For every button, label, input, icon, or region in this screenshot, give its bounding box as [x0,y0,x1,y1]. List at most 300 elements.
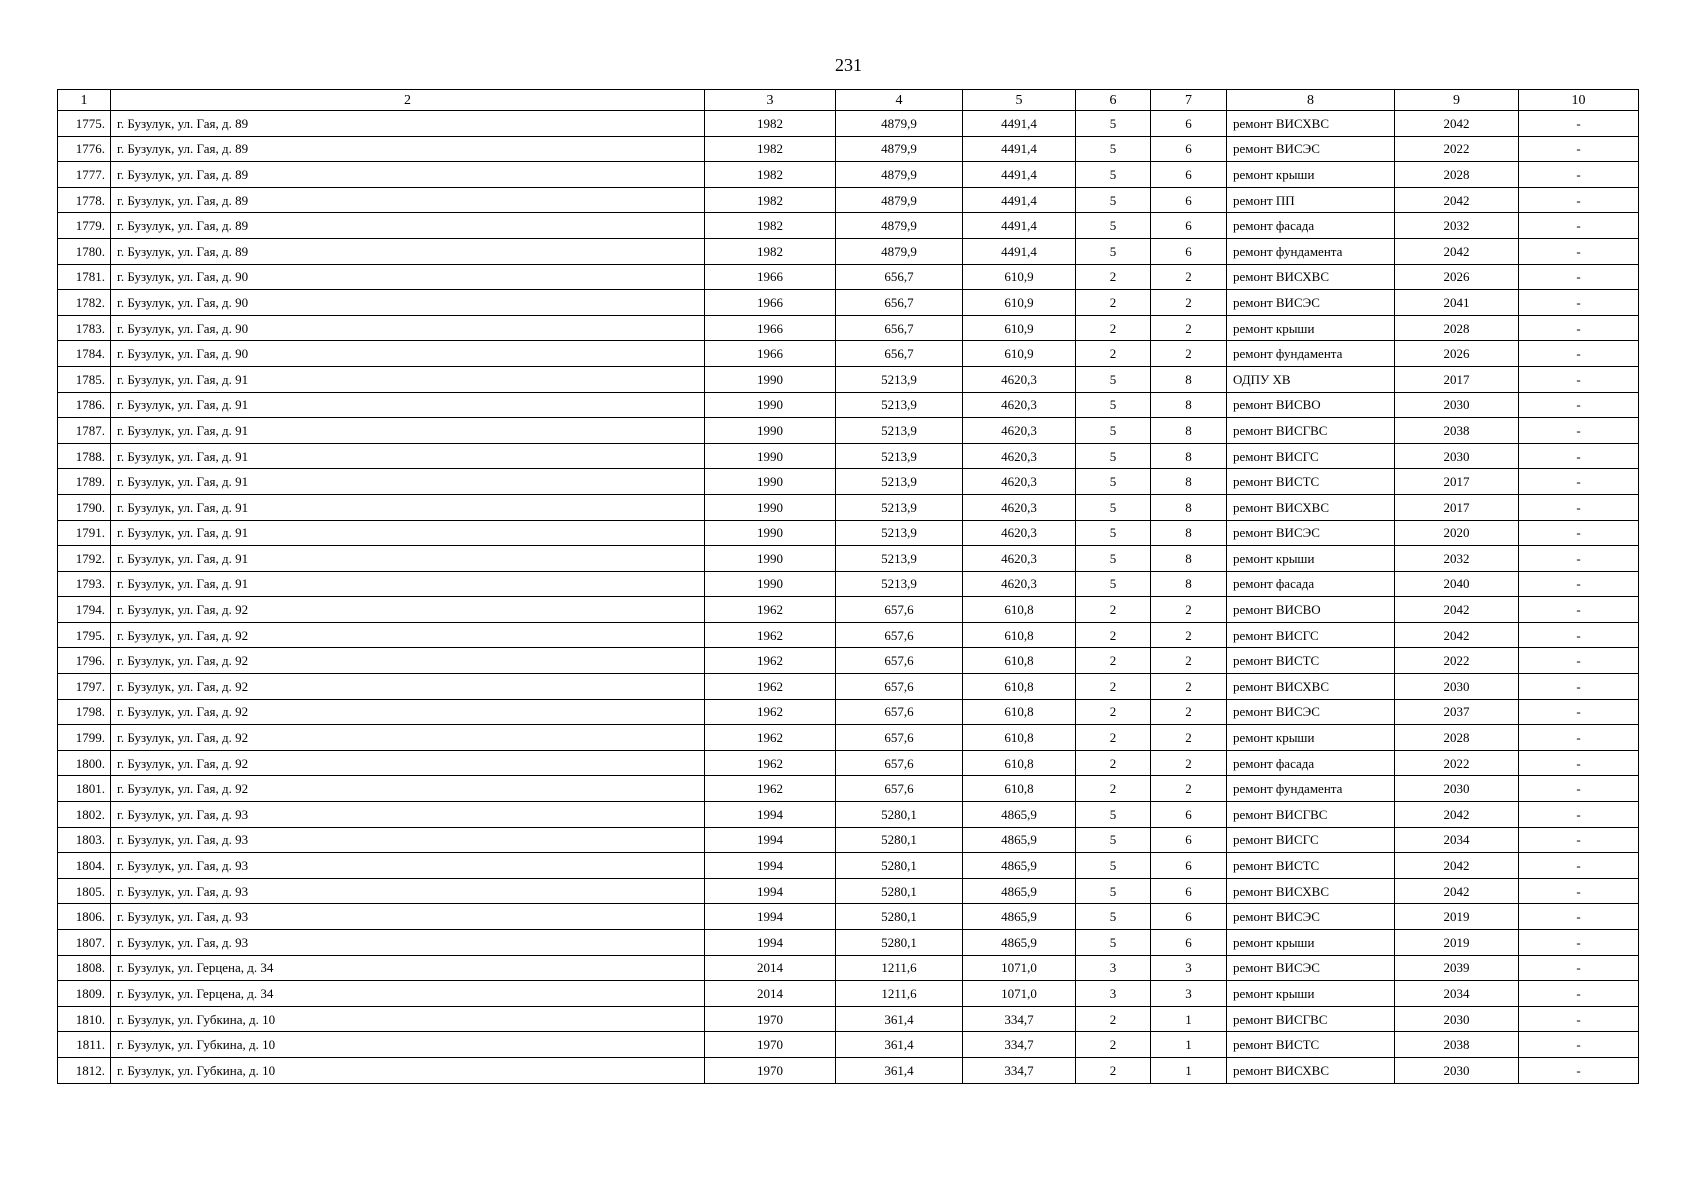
cell-year-built: 1962 [705,699,836,725]
cell-address: г. Бузулук, ул. Гая, д. 93 [111,827,705,853]
cell-living-area: 4620,3 [963,418,1076,444]
cell-note: - [1519,648,1639,674]
cell-note: - [1519,213,1639,239]
cell-planned-year: 2042 [1395,878,1519,904]
cell-floors: 5 [1076,546,1151,572]
cell-floors: 5 [1076,162,1151,188]
cell-total-area: 4879,9 [836,111,963,137]
table-row [58,1057,1639,1083]
cell-entrances: 6 [1151,238,1227,264]
cell-address: г. Бузулук, ул. Гая, д. 91 [111,366,705,392]
cell-planned-year: 2040 [1395,571,1519,597]
column-header-year-built: 3 [705,90,836,111]
cell-note: - [1519,443,1639,469]
cell-floors: 2 [1076,264,1151,290]
cell-work-type: ремонт фасада [1227,571,1395,597]
table-row [58,315,1639,341]
cell-note: - [1519,981,1639,1007]
cell-entrances: 6 [1151,187,1227,213]
cell-address: г. Бузулук, ул. Гая, д. 91 [111,520,705,546]
cell-note: - [1519,290,1639,316]
cell-year-built: 1990 [705,443,836,469]
table-row [58,648,1639,674]
cell-year-built: 1994 [705,802,836,828]
cell-address: г. Бузулук, ул. Гая, д. 89 [111,136,705,162]
cell-row-number: 1777. [58,162,111,188]
cell-floors: 3 [1076,955,1151,981]
cell-note: - [1519,802,1639,828]
cell-note: - [1519,392,1639,418]
cell-work-type: ремонт ВИСХВС [1227,1057,1395,1083]
cell-year-built: 1966 [705,341,836,367]
cell-row-number: 1809. [58,981,111,1007]
table-row [58,904,1639,930]
cell-planned-year: 2034 [1395,981,1519,1007]
cell-year-built: 1966 [705,264,836,290]
cell-entrances: 6 [1151,930,1227,956]
cell-planned-year: 2042 [1395,853,1519,879]
table-row [58,341,1639,367]
cell-total-area: 4879,9 [836,187,963,213]
table-row [58,136,1639,162]
cell-row-number: 1807. [58,930,111,956]
cell-work-type: ремонт крыши [1227,315,1395,341]
cell-total-area: 657,6 [836,648,963,674]
cell-total-area: 5213,9 [836,546,963,572]
cell-total-area: 4879,9 [836,238,963,264]
cell-address: г. Бузулук, ул. Герцена, д. 34 [111,955,705,981]
cell-total-area: 657,6 [836,622,963,648]
cell-note: - [1519,366,1639,392]
cell-year-built: 1982 [705,238,836,264]
cell-work-type: ремонт фундамента [1227,341,1395,367]
cell-year-built: 2014 [705,981,836,1007]
column-header-entrances: 7 [1151,90,1227,111]
housing-repair-table [57,89,1639,1084]
cell-living-area: 4865,9 [963,878,1076,904]
cell-note: - [1519,827,1639,853]
cell-total-area: 5213,9 [836,520,963,546]
cell-total-area: 5280,1 [836,878,963,904]
cell-planned-year: 2026 [1395,341,1519,367]
cell-floors: 5 [1076,802,1151,828]
cell-work-type: ремонт фасада [1227,750,1395,776]
cell-work-type: ремонт ВИСЭС [1227,520,1395,546]
cell-work-type: ремонт крыши [1227,981,1395,1007]
cell-work-type: ремонт ВИСЭС [1227,290,1395,316]
table-row [58,776,1639,802]
cell-living-area: 4491,4 [963,238,1076,264]
cell-note: - [1519,546,1639,572]
cell-address: г. Бузулук, ул. Гая, д. 93 [111,853,705,879]
cell-address: г. Бузулук, ул. Гая, д. 92 [111,674,705,700]
cell-work-type: ремонт фундамента [1227,776,1395,802]
cell-entrances: 6 [1151,162,1227,188]
cell-note: - [1519,1032,1639,1058]
cell-living-area: 4865,9 [963,827,1076,853]
column-header-address: 2 [111,90,705,111]
column-header-work-type: 8 [1227,90,1395,111]
cell-floors: 2 [1076,341,1151,367]
cell-planned-year: 2022 [1395,136,1519,162]
cell-living-area: 4620,3 [963,443,1076,469]
cell-note: - [1519,853,1639,879]
cell-total-area: 656,7 [836,341,963,367]
cell-total-area: 657,6 [836,776,963,802]
cell-note: - [1519,238,1639,264]
cell-address: г. Бузулук, ул. Гая, д. 92 [111,725,705,751]
cell-address: г. Бузулук, ул. Гая, д. 93 [111,878,705,904]
cell-floors: 2 [1076,674,1151,700]
cell-work-type: ремонт ВИСХВС [1227,494,1395,520]
cell-work-type: ремонт крыши [1227,930,1395,956]
cell-year-built: 1982 [705,162,836,188]
cell-work-type: ремонт ВИСЭС [1227,136,1395,162]
cell-address: г. Бузулук, ул. Губкина, д. 10 [111,1057,705,1083]
cell-note: - [1519,878,1639,904]
cell-total-area: 5280,1 [836,930,963,956]
cell-note: - [1519,418,1639,444]
cell-entrances: 8 [1151,366,1227,392]
cell-year-built: 1982 [705,111,836,137]
cell-row-number: 1795. [58,622,111,648]
cell-address: г. Бузулук, ул. Гая, д. 91 [111,443,705,469]
cell-year-built: 1990 [705,469,836,495]
cell-planned-year: 2037 [1395,699,1519,725]
cell-planned-year: 2019 [1395,904,1519,930]
cell-entrances: 2 [1151,622,1227,648]
table-row [58,418,1639,444]
cell-address: г. Бузулук, ул. Гая, д. 93 [111,904,705,930]
cell-row-number: 1785. [58,366,111,392]
cell-total-area: 4879,9 [836,213,963,239]
table-row [58,750,1639,776]
cell-work-type: ремонт ВИСТС [1227,853,1395,879]
cell-entrances: 1 [1151,1032,1227,1058]
cell-living-area: 610,9 [963,264,1076,290]
table-row [58,264,1639,290]
cell-row-number: 1788. [58,443,111,469]
cell-work-type: ремонт ПП [1227,187,1395,213]
cell-total-area: 1211,6 [836,955,963,981]
cell-year-built: 1990 [705,418,836,444]
cell-floors: 2 [1076,750,1151,776]
cell-entrances: 6 [1151,213,1227,239]
cell-row-number: 1812. [58,1057,111,1083]
cell-year-built: 1990 [705,520,836,546]
cell-address: г. Бузулук, ул. Гая, д. 91 [111,494,705,520]
cell-entrances: 6 [1151,802,1227,828]
cell-floors: 5 [1076,238,1151,264]
cell-entrances: 8 [1151,469,1227,495]
cell-row-number: 1797. [58,674,111,700]
cell-floors: 5 [1076,392,1151,418]
cell-floors: 2 [1076,1057,1151,1083]
cell-floors: 2 [1076,1032,1151,1058]
page-number: 231 [835,55,862,75]
cell-year-built: 1990 [705,392,836,418]
cell-note: - [1519,1006,1639,1032]
cell-planned-year: 2022 [1395,750,1519,776]
cell-living-area: 4620,3 [963,571,1076,597]
table-row [58,1032,1639,1058]
cell-planned-year: 2017 [1395,469,1519,495]
cell-row-number: 1786. [58,392,111,418]
cell-row-number: 1796. [58,648,111,674]
table-row [58,955,1639,981]
cell-year-built: 1994 [705,930,836,956]
column-header-planned-year: 9 [1395,90,1519,111]
cell-row-number: 1793. [58,571,111,597]
cell-row-number: 1784. [58,341,111,367]
cell-planned-year: 2019 [1395,930,1519,956]
cell-work-type: ремонт ВИСГС [1227,827,1395,853]
cell-row-number: 1811. [58,1032,111,1058]
cell-total-area: 5280,1 [836,802,963,828]
cell-year-built: 1966 [705,290,836,316]
table-row [58,571,1639,597]
cell-floors: 2 [1076,290,1151,316]
cell-entrances: 2 [1151,315,1227,341]
cell-floors: 5 [1076,827,1151,853]
table-row [58,392,1639,418]
cell-address: г. Бузулук, ул. Гая, д. 92 [111,776,705,802]
cell-living-area: 610,8 [963,622,1076,648]
cell-year-built: 1994 [705,878,836,904]
cell-entrances: 2 [1151,725,1227,751]
cell-living-area: 610,8 [963,648,1076,674]
cell-row-number: 1791. [58,520,111,546]
cell-total-area: 657,6 [836,750,963,776]
cell-planned-year: 2022 [1395,648,1519,674]
cell-living-area: 334,7 [963,1057,1076,1083]
cell-floors: 2 [1076,622,1151,648]
cell-living-area: 610,9 [963,290,1076,316]
cell-note: - [1519,469,1639,495]
cell-note: - [1519,674,1639,700]
cell-total-area: 657,6 [836,597,963,623]
column-number-header-row [58,90,1639,111]
cell-floors: 2 [1076,1006,1151,1032]
cell-entrances: 2 [1151,597,1227,623]
cell-row-number: 1792. [58,546,111,572]
cell-living-area: 334,7 [963,1032,1076,1058]
cell-note: - [1519,776,1639,802]
cell-address: г. Бузулук, ул. Гая, д. 90 [111,315,705,341]
cell-planned-year: 2038 [1395,1032,1519,1058]
cell-entrances: 2 [1151,699,1227,725]
cell-year-built: 1982 [705,187,836,213]
cell-year-built: 1962 [705,750,836,776]
cell-planned-year: 2042 [1395,622,1519,648]
cell-note: - [1519,622,1639,648]
cell-living-area: 610,8 [963,597,1076,623]
cell-row-number: 1805. [58,878,111,904]
cell-year-built: 1970 [705,1057,836,1083]
cell-floors: 5 [1076,571,1151,597]
cell-work-type: ремонт крыши [1227,546,1395,572]
cell-planned-year: 2042 [1395,597,1519,623]
cell-address: г. Бузулук, ул. Гая, д. 92 [111,597,705,623]
cell-living-area: 4620,3 [963,494,1076,520]
cell-entrances: 2 [1151,290,1227,316]
cell-note: - [1519,341,1639,367]
cell-planned-year: 2030 [1395,1057,1519,1083]
cell-entrances: 6 [1151,136,1227,162]
cell-living-area: 334,7 [963,1006,1076,1032]
cell-living-area: 4865,9 [963,930,1076,956]
cell-entrances: 8 [1151,546,1227,572]
cell-work-type: ремонт фундамента [1227,238,1395,264]
cell-note: - [1519,571,1639,597]
cell-row-number: 1780. [58,238,111,264]
cell-work-type: ремонт ВИСХВС [1227,878,1395,904]
cell-planned-year: 2034 [1395,827,1519,853]
cell-address: г. Бузулук, ул. Герцена, д. 34 [111,981,705,1007]
table-row [58,725,1639,751]
cell-entrances: 6 [1151,111,1227,137]
cell-note: - [1519,930,1639,956]
cell-work-type: ремонт ВИСГС [1227,622,1395,648]
cell-work-type: ремонт ВИСХВС [1227,111,1395,137]
cell-year-built: 2014 [705,955,836,981]
cell-living-area: 610,8 [963,674,1076,700]
cell-total-area: 5213,9 [836,571,963,597]
cell-entrances: 1 [1151,1006,1227,1032]
cell-entrances: 2 [1151,264,1227,290]
cell-note: - [1519,264,1639,290]
cell-note: - [1519,699,1639,725]
cell-address: г. Бузулук, ул. Гая, д. 91 [111,418,705,444]
cell-row-number: 1804. [58,853,111,879]
cell-work-type: ОДПУ ХВ [1227,366,1395,392]
cell-row-number: 1803. [58,827,111,853]
cell-year-built: 1962 [705,597,836,623]
cell-living-area: 610,9 [963,315,1076,341]
cell-entrances: 8 [1151,520,1227,546]
cell-total-area: 5213,9 [836,443,963,469]
cell-row-number: 1808. [58,955,111,981]
cell-address: г. Бузулук, ул. Гая, д. 92 [111,622,705,648]
cell-planned-year: 2042 [1395,802,1519,828]
cell-floors: 5 [1076,443,1151,469]
cell-total-area: 657,6 [836,699,963,725]
cell-living-area: 1071,0 [963,981,1076,1007]
cell-living-area: 4491,4 [963,162,1076,188]
cell-planned-year: 2038 [1395,418,1519,444]
cell-address: г. Бузулук, ул. Гая, д. 91 [111,546,705,572]
table-row [58,699,1639,725]
cell-living-area: 610,8 [963,776,1076,802]
cell-planned-year: 2017 [1395,494,1519,520]
cell-address: г. Бузулук, ул. Гая, д. 91 [111,469,705,495]
cell-entrances: 1 [1151,1057,1227,1083]
cell-entrances: 2 [1151,776,1227,802]
cell-total-area: 361,4 [836,1057,963,1083]
cell-planned-year: 2032 [1395,546,1519,572]
cell-living-area: 4491,4 [963,111,1076,137]
cell-work-type: ремонт ВИСГВС [1227,418,1395,444]
cell-note: - [1519,494,1639,520]
cell-entrances: 8 [1151,571,1227,597]
cell-living-area: 4620,3 [963,392,1076,418]
cell-total-area: 656,7 [836,315,963,341]
cell-work-type: ремонт ВИСТС [1227,1032,1395,1058]
cell-address: г. Бузулук, ул. Гая, д. 90 [111,290,705,316]
cell-entrances: 2 [1151,674,1227,700]
cell-total-area: 1211,6 [836,981,963,1007]
cell-year-built: 1994 [705,827,836,853]
cell-floors: 2 [1076,725,1151,751]
cell-row-number: 1798. [58,699,111,725]
cell-year-built: 1962 [705,776,836,802]
cell-floors: 2 [1076,699,1151,725]
cell-work-type: ремонт ВИСЭС [1227,955,1395,981]
cell-floors: 5 [1076,213,1151,239]
cell-entrances: 6 [1151,904,1227,930]
cell-row-number: 1789. [58,469,111,495]
cell-row-number: 1781. [58,264,111,290]
cell-total-area: 5280,1 [836,904,963,930]
column-header-row-number: 1 [58,90,111,111]
cell-note: - [1519,315,1639,341]
cell-planned-year: 2030 [1395,392,1519,418]
cell-total-area: 4879,9 [836,162,963,188]
cell-address: г. Бузулук, ул. Гая, д. 89 [111,111,705,137]
cell-floors: 2 [1076,648,1151,674]
cell-planned-year: 2028 [1395,315,1519,341]
cell-total-area: 657,6 [836,725,963,751]
cell-work-type: ремонт ВИСГВС [1227,1006,1395,1032]
cell-row-number: 1806. [58,904,111,930]
table-row [58,878,1639,904]
cell-row-number: 1787. [58,418,111,444]
table-row [58,494,1639,520]
cell-note: - [1519,955,1639,981]
cell-work-type: ремонт ВИСЭС [1227,904,1395,930]
cell-row-number: 1801. [58,776,111,802]
cell-living-area: 4865,9 [963,802,1076,828]
cell-year-built: 1990 [705,546,836,572]
cell-entrances: 2 [1151,648,1227,674]
cell-living-area: 610,8 [963,725,1076,751]
cell-planned-year: 2030 [1395,674,1519,700]
cell-address: г. Бузулук, ул. Гая, д. 89 [111,187,705,213]
cell-note: - [1519,520,1639,546]
cell-floors: 5 [1076,930,1151,956]
cell-living-area: 4620,3 [963,366,1076,392]
cell-note: - [1519,162,1639,188]
cell-planned-year: 2020 [1395,520,1519,546]
cell-address: г. Бузулук, ул. Гая, д. 92 [111,699,705,725]
cell-entrances: 6 [1151,878,1227,904]
cell-work-type: ремонт ВИСХВС [1227,674,1395,700]
cell-total-area: 5213,9 [836,494,963,520]
table-row [58,827,1639,853]
table-row [58,290,1639,316]
cell-total-area: 5213,9 [836,418,963,444]
table-row [58,187,1639,213]
column-header-living-area: 5 [963,90,1076,111]
cell-planned-year: 2042 [1395,111,1519,137]
cell-work-type: ремонт ВИСВО [1227,392,1395,418]
cell-total-area: 361,4 [836,1006,963,1032]
cell-total-area: 5280,1 [836,853,963,879]
cell-planned-year: 2030 [1395,1006,1519,1032]
cell-year-built: 1990 [705,366,836,392]
cell-planned-year: 2028 [1395,725,1519,751]
cell-address: г. Бузулук, ул. Гая, д. 89 [111,213,705,239]
